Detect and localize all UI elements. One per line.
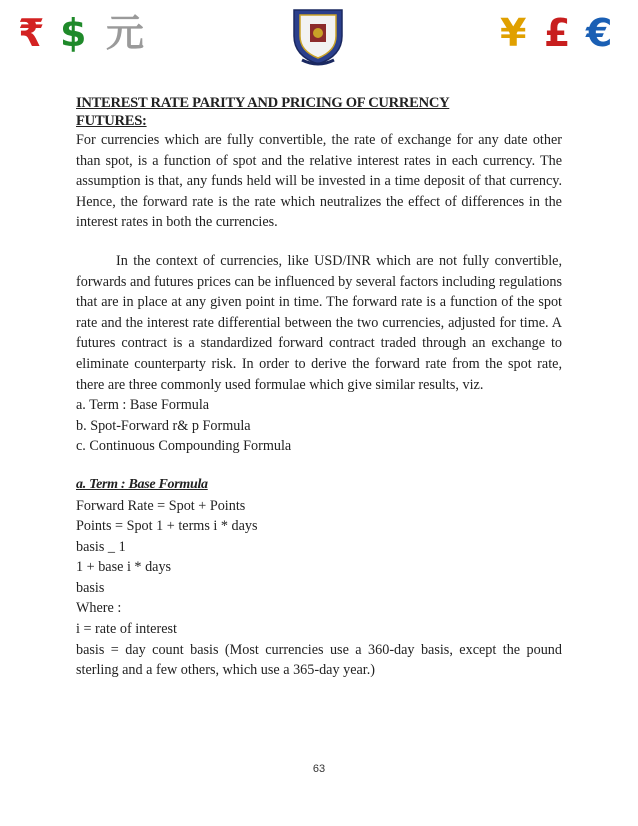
- page-number: 63: [312, 763, 326, 775]
- dollar-icon: $: [60, 11, 87, 55]
- formula-line: Where :: [76, 600, 122, 617]
- formula-line: Points = Spot 1 + terms i * days: [76, 518, 258, 535]
- section-heading-line-2: FUTURES:: [76, 113, 147, 129]
- paragraph-non-convertible: In the context of currencies, like USD/INR which are not fully convertible, forwards and futures prices can be influenced by several factors including regulations that are in place at any given point in time. The forward rate is a function of the spot rate and the interest rate differential between the two currencies, adjusted for time. A futures contract is a standardized forward contract traded through an exchange to eliminate counterparty risk. In order to derive the forward rate from the spot rate, there are three commonly used formulae which give similar results, viz.: [76, 252, 562, 393]
- subsection-heading: a. Term : Base Formula: [76, 476, 208, 492]
- formula-line: Forward Rate = Spot + Points: [76, 497, 246, 514]
- page-content: [76, 94, 562, 681]
- section-heading-line-1: INTEREST RATE PARITY AND PRICING OF CURRENCY: [76, 95, 450, 111]
- formula-line: 1 + base i * days: [76, 559, 172, 576]
- formula-line: i = rate of interest: [76, 621, 177, 638]
- list-item: c. Continuous Compounding Formula: [76, 438, 292, 455]
- rupee-icon: ₹: [18, 11, 45, 55]
- formula-line: basis _ 1: [76, 538, 126, 555]
- formula-line: basis: [76, 579, 105, 596]
- list-item: b. Spot-Forward r& p Formula: [76, 417, 251, 434]
- list-item: a. Term : Base Formula: [76, 397, 210, 414]
- paragraph-basis: basis = day count basis (Most currencies use a 360-day basis, except the pound sterling and a few others, which use a 365-day year.): [76, 641, 562, 679]
- yen-icon: ¥: [500, 11, 527, 55]
- page-header: [0, 0, 638, 70]
- section-heading: [76, 94, 562, 130]
- institution-emblem-icon: [286, 6, 350, 66]
- paragraph-convertible: For currencies which are fully convertible, the rate of exchange for any date other than spot, is a function of spot and the relative interest rates in each currency. The assumption is that, any funds held will be invested in a time deposit of that currency. Hence, the forward rate is the rate which neutralizes the effect of differences in the interest rates in both the currencies.: [76, 132, 562, 231]
- pound-icon: £: [544, 11, 571, 55]
- yuan-icon: 元: [106, 11, 145, 55]
- euro-icon: €: [586, 11, 613, 55]
